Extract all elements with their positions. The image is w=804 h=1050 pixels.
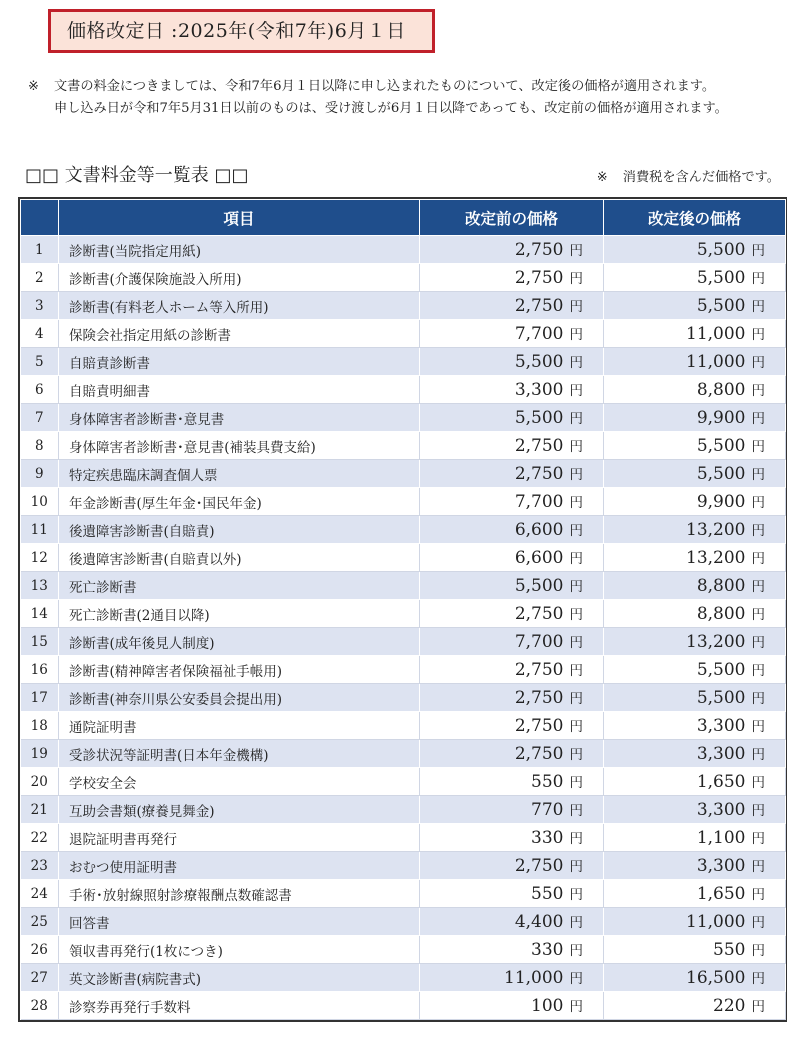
- row-item-name: 後遺障害診断書(自賠責以外): [59, 544, 420, 572]
- table-row: [21, 824, 786, 852]
- currency-unit: 円: [569, 523, 583, 539]
- price-after: [604, 656, 786, 684]
- row-number: 11: [21, 516, 59, 544]
- table-row: [21, 936, 786, 964]
- row-item-name: 死亡診断書: [59, 572, 420, 600]
- table-row: [21, 796, 786, 824]
- price-after: [604, 712, 786, 740]
- table-row: [21, 320, 786, 348]
- price-before: [420, 404, 604, 432]
- price-after: [604, 824, 786, 852]
- row-item-name: 身体障害者診断書･意見書(補装具費支給): [59, 432, 420, 460]
- price-before: [420, 796, 604, 824]
- row-item-name: 英文診断書(病院書式): [59, 964, 420, 992]
- table-row: [21, 292, 786, 320]
- currency-unit: 円: [569, 439, 583, 455]
- row-number: 19: [21, 740, 59, 768]
- row-number: 9: [21, 460, 59, 488]
- price-before-value: 2,750: [514, 744, 564, 764]
- currency-unit: 円: [751, 495, 765, 511]
- currency-unit: 円: [569, 355, 583, 371]
- row-number: 23: [21, 852, 59, 880]
- price-before-value: 11,000: [504, 968, 564, 988]
- price-before: [420, 348, 604, 376]
- price-after-value: 13,200: [686, 632, 746, 652]
- currency-unit: 円: [569, 747, 583, 763]
- price-before-value: 330: [531, 940, 564, 960]
- price-before: [420, 628, 604, 656]
- tax-note-text: 消費税を含んだ価格です。: [622, 170, 780, 185]
- tax-note: [597, 168, 780, 188]
- table-row: [21, 264, 786, 292]
- price-before: [420, 740, 604, 768]
- price-after: [604, 264, 786, 292]
- currency-unit: 円: [569, 495, 583, 511]
- row-item-name: 身体障害者診断書･意見書: [59, 404, 420, 432]
- currency-unit: 円: [751, 971, 765, 987]
- price-after-value: 8,800: [696, 576, 746, 596]
- row-item-name: 特定疾患臨床調査個人票: [59, 460, 420, 488]
- currency-unit: 円: [569, 579, 583, 595]
- row-number: 1: [21, 236, 59, 264]
- price-after-value: 3,300: [696, 716, 746, 736]
- price-after: [604, 292, 786, 320]
- currency-unit: 円: [569, 271, 583, 287]
- notice-line-2: 申し込み日が令和7年5月31日以前のものは、受け渡しが6月１日以降であっても、改定前の価格が適用されます。: [54, 101, 728, 116]
- currency-unit: 円: [569, 663, 583, 679]
- price-before: [420, 460, 604, 488]
- price-after-value: 5,500: [696, 436, 746, 456]
- row-number: 27: [21, 964, 59, 992]
- row-item-name: 回答書: [59, 908, 420, 936]
- currency-unit: 円: [569, 327, 583, 343]
- price-before-value: 7,700: [514, 492, 564, 512]
- price-after-value: 3,300: [696, 744, 746, 764]
- price-before-value: 2,750: [514, 268, 564, 288]
- currency-unit: 円: [569, 887, 583, 903]
- price-before: [420, 488, 604, 516]
- price-after-value: 9,900: [696, 408, 746, 428]
- row-number: 14: [21, 600, 59, 628]
- currency-unit: 円: [569, 971, 583, 987]
- price-after-value: 220: [713, 996, 746, 1016]
- price-before-value: 4,400: [514, 912, 564, 932]
- price-before-value: 2,750: [514, 856, 564, 876]
- price-before: [420, 516, 604, 544]
- row-item-name: 診断書(当院指定用紙): [59, 236, 420, 264]
- row-item-name: 受診状況等証明書(日本年金機構): [59, 740, 420, 768]
- price-before: [420, 992, 604, 1020]
- fee-table-container: [18, 197, 787, 1022]
- price-after: [604, 684, 786, 712]
- price-before: [420, 292, 604, 320]
- row-item-name: 領収書再発行(1枚につき): [59, 936, 420, 964]
- table-title: □□ 文書料金等一覧表 □□: [25, 165, 249, 186]
- price-before-value: 100: [531, 996, 564, 1016]
- price-after-value: 1,650: [696, 772, 746, 792]
- price-before-value: 6,600: [514, 548, 564, 568]
- currency-unit: 円: [569, 691, 583, 707]
- price-after-value: 5,500: [696, 268, 746, 288]
- price-before: [420, 600, 604, 628]
- price-after: [604, 852, 786, 880]
- price-before-value: 2,750: [514, 716, 564, 736]
- price-before-value: 2,750: [514, 296, 564, 316]
- price-before-value: 5,500: [514, 576, 564, 596]
- note-mark-icon: ※: [596, 170, 608, 185]
- currency-unit: 円: [569, 943, 583, 959]
- row-number: 12: [21, 544, 59, 572]
- table-row: [21, 404, 786, 432]
- currency-unit: 円: [751, 915, 765, 931]
- row-item-name: 互助会書類(療養見舞金): [59, 796, 420, 824]
- price-before: [420, 936, 604, 964]
- row-item-name: 診察券再発行手数料: [59, 992, 420, 1020]
- currency-unit: 円: [569, 999, 583, 1015]
- table-row: [21, 432, 786, 460]
- table-row: [21, 964, 786, 992]
- price-after: [604, 320, 786, 348]
- table-row: [21, 572, 786, 600]
- currency-unit: 円: [569, 467, 583, 483]
- price-after-value: 11,000: [686, 324, 746, 344]
- row-item-name: おむつ使用証明書: [59, 852, 420, 880]
- table-row: [21, 488, 786, 516]
- price-after-value: 16,500: [686, 968, 746, 988]
- table-row: [21, 880, 786, 908]
- price-after-value: 5,500: [696, 240, 746, 260]
- price-after: [604, 964, 786, 992]
- table-row: [21, 600, 786, 628]
- currency-unit: 円: [751, 859, 765, 875]
- price-after: [604, 880, 786, 908]
- price-after-value: 5,500: [696, 660, 746, 680]
- price-after: [604, 572, 786, 600]
- row-item-name: 自賠責明細書: [59, 376, 420, 404]
- currency-unit: 円: [751, 243, 765, 259]
- price-before-value: 3,300: [514, 380, 564, 400]
- revision-notice: [28, 76, 798, 120]
- price-after: [604, 544, 786, 572]
- price-after: [604, 460, 786, 488]
- notice-line-1: [28, 76, 798, 98]
- table-row: [21, 628, 786, 656]
- currency-unit: 円: [751, 719, 765, 735]
- currency-unit: 円: [751, 327, 765, 343]
- currency-unit: 円: [751, 467, 765, 483]
- row-item-name: 手術･放射線照射診療報酬点数確認書: [59, 880, 420, 908]
- row-number: 10: [21, 488, 59, 516]
- currency-unit: 円: [751, 523, 765, 539]
- price-before-value: 2,750: [514, 464, 564, 484]
- currency-unit: 円: [751, 663, 765, 679]
- table-row: [21, 376, 786, 404]
- row-number: 2: [21, 264, 59, 292]
- row-item-name: 死亡診断書(2通目以降): [59, 600, 420, 628]
- price-after: [604, 936, 786, 964]
- row-number: 4: [21, 320, 59, 348]
- row-number: 16: [21, 656, 59, 684]
- price-after-value: 8,800: [696, 380, 746, 400]
- price-before-value: 550: [531, 884, 564, 904]
- price-before-value: 2,750: [514, 436, 564, 456]
- price-after: [604, 236, 786, 264]
- row-item-name: 通院証明書: [59, 712, 420, 740]
- row-number: 6: [21, 376, 59, 404]
- price-after-value: 8,800: [696, 604, 746, 624]
- price-before-value: 5,500: [514, 352, 564, 372]
- currency-unit: 円: [569, 775, 583, 791]
- price-after: [604, 796, 786, 824]
- price-after: [604, 740, 786, 768]
- currency-unit: 円: [569, 383, 583, 399]
- row-number: 18: [21, 712, 59, 740]
- row-item-name: 退院証明書再発行: [59, 824, 420, 852]
- table-row: [21, 768, 786, 796]
- price-after: [604, 600, 786, 628]
- currency-unit: 円: [569, 915, 583, 931]
- price-after: [604, 348, 786, 376]
- row-item-name: 学校安全会: [59, 768, 420, 796]
- currency-unit: 円: [751, 383, 765, 399]
- note-mark-icon: ※: [28, 79, 40, 94]
- currency-unit: 円: [569, 551, 583, 567]
- price-after-value: 5,500: [696, 688, 746, 708]
- row-item-name: 診断書(介護保険施設入所用): [59, 264, 420, 292]
- price-before-value: 2,750: [514, 604, 564, 624]
- column-header-item: 項目: [59, 200, 420, 236]
- price-before: [420, 264, 604, 292]
- table-row: [21, 852, 786, 880]
- price-after-value: 1,100: [696, 828, 746, 848]
- currency-unit: 円: [751, 775, 765, 791]
- currency-unit: 円: [569, 859, 583, 875]
- currency-unit: 円: [569, 411, 583, 427]
- price-before: [420, 964, 604, 992]
- price-after: [604, 628, 786, 656]
- column-header-price-after: 改定後の価格: [604, 200, 786, 236]
- price-before: [420, 236, 604, 264]
- price-before-value: 6,600: [514, 520, 564, 540]
- currency-unit: 円: [569, 243, 583, 259]
- price-before-value: 330: [531, 828, 564, 848]
- price-before: [420, 824, 604, 852]
- column-header-price-before: 改定前の価格: [420, 200, 604, 236]
- row-number: 7: [21, 404, 59, 432]
- table-row: [21, 460, 786, 488]
- price-after-value: 3,300: [696, 800, 746, 820]
- row-number: 8: [21, 432, 59, 460]
- price-before: [420, 544, 604, 572]
- table-row: [21, 908, 786, 936]
- price-after-value: 9,900: [696, 492, 746, 512]
- table-row: [21, 992, 786, 1020]
- price-before-value: 2,750: [514, 240, 564, 260]
- currency-unit: 円: [751, 999, 765, 1015]
- price-before-value: 7,700: [514, 632, 564, 652]
- price-before: [420, 376, 604, 404]
- price-after: [604, 908, 786, 936]
- row-item-name: 診断書(有料老人ホーム等入所用): [59, 292, 420, 320]
- currency-unit: 円: [569, 607, 583, 623]
- price-after: [604, 404, 786, 432]
- price-after: [604, 376, 786, 404]
- price-before: [420, 656, 604, 684]
- row-number: 21: [21, 796, 59, 824]
- price-after: [604, 992, 786, 1020]
- fee-table: [20, 199, 786, 1020]
- price-before: [420, 712, 604, 740]
- table-row: [21, 656, 786, 684]
- row-item-name: 診断書(成年後見人制度): [59, 628, 420, 656]
- row-item-name: 保険会社指定用紙の診断書: [59, 320, 420, 348]
- row-number: 3: [21, 292, 59, 320]
- currency-unit: 円: [751, 831, 765, 847]
- currency-unit: 円: [751, 635, 765, 651]
- table-row: [21, 516, 786, 544]
- currency-unit: 円: [751, 691, 765, 707]
- row-number: 25: [21, 908, 59, 936]
- price-after: [604, 432, 786, 460]
- currency-unit: 円: [751, 579, 765, 595]
- price-before: [420, 684, 604, 712]
- price-before: [420, 572, 604, 600]
- price-revision-date-banner: [48, 9, 435, 53]
- price-before: [420, 768, 604, 796]
- column-header-no: [21, 200, 59, 236]
- row-number: 15: [21, 628, 59, 656]
- row-number: 24: [21, 880, 59, 908]
- currency-unit: 円: [751, 607, 765, 623]
- table-row: [21, 684, 786, 712]
- price-after-value: 11,000: [686, 912, 746, 932]
- price-after-value: 3,300: [696, 856, 746, 876]
- table-row: [21, 740, 786, 768]
- row-number: 5: [21, 348, 59, 376]
- price-before-value: 7,700: [514, 324, 564, 344]
- currency-unit: 円: [569, 803, 583, 819]
- row-number: 28: [21, 992, 59, 1020]
- currency-unit: 円: [569, 635, 583, 651]
- row-number: 22: [21, 824, 59, 852]
- currency-unit: 円: [751, 355, 765, 371]
- row-number: 13: [21, 572, 59, 600]
- table-row: [21, 544, 786, 572]
- price-before-value: 770: [531, 800, 564, 820]
- price-before: [420, 432, 604, 460]
- price-before-value: 2,750: [514, 660, 564, 680]
- price-after: [604, 516, 786, 544]
- row-item-name: 後遺障害診断書(自賠責): [59, 516, 420, 544]
- row-item-name: 診断書(神奈川県公安委員会提出用): [59, 684, 420, 712]
- currency-unit: 円: [569, 719, 583, 735]
- currency-unit: 円: [751, 439, 765, 455]
- price-before-value: 550: [531, 772, 564, 792]
- currency-unit: 円: [751, 803, 765, 819]
- currency-unit: 円: [569, 299, 583, 315]
- fee-table-body: [21, 236, 786, 1020]
- currency-unit: 円: [751, 299, 765, 315]
- price-after-value: 1,650: [696, 884, 746, 904]
- row-item-name: 自賠責診断書: [59, 348, 420, 376]
- currency-unit: 円: [569, 831, 583, 847]
- price-after-value: 5,500: [696, 464, 746, 484]
- notice-text-1: 文書の料金につきましては、令和7年6月１日以降に申し込まれたものについて、改定後の価格が適用されます。: [54, 79, 716, 94]
- price-after-value: 13,200: [686, 520, 746, 540]
- row-number: 20: [21, 768, 59, 796]
- currency-unit: 円: [751, 551, 765, 567]
- price-after-value: 5,500: [696, 296, 746, 316]
- price-before-value: 2,750: [514, 688, 564, 708]
- currency-unit: 円: [751, 271, 765, 287]
- price-after-value: 11,000: [686, 352, 746, 372]
- price-after-value: 13,200: [686, 548, 746, 568]
- price-before: [420, 880, 604, 908]
- price-before-value: 5,500: [514, 408, 564, 428]
- table-row: [21, 236, 786, 264]
- table-header-row: [21, 200, 786, 236]
- currency-unit: 円: [751, 887, 765, 903]
- price-after-value: 550: [713, 940, 746, 960]
- currency-unit: 円: [751, 411, 765, 427]
- table-row: [21, 712, 786, 740]
- price-before: [420, 908, 604, 936]
- currency-unit: 円: [751, 747, 765, 763]
- row-number: 26: [21, 936, 59, 964]
- price-before: [420, 320, 604, 348]
- price-before: [420, 852, 604, 880]
- price-after: [604, 488, 786, 516]
- row-number: 17: [21, 684, 59, 712]
- currency-unit: 円: [751, 943, 765, 959]
- table-row: [21, 348, 786, 376]
- row-item-name: 年金診断書(厚生年金･国民年金): [59, 488, 420, 516]
- price-after: [604, 768, 786, 796]
- row-item-name: 診断書(精神障害者保険福祉手帳用): [59, 656, 420, 684]
- price-revision-date: 価格改定日 :2025年(令和7年)6月１日: [67, 20, 406, 42]
